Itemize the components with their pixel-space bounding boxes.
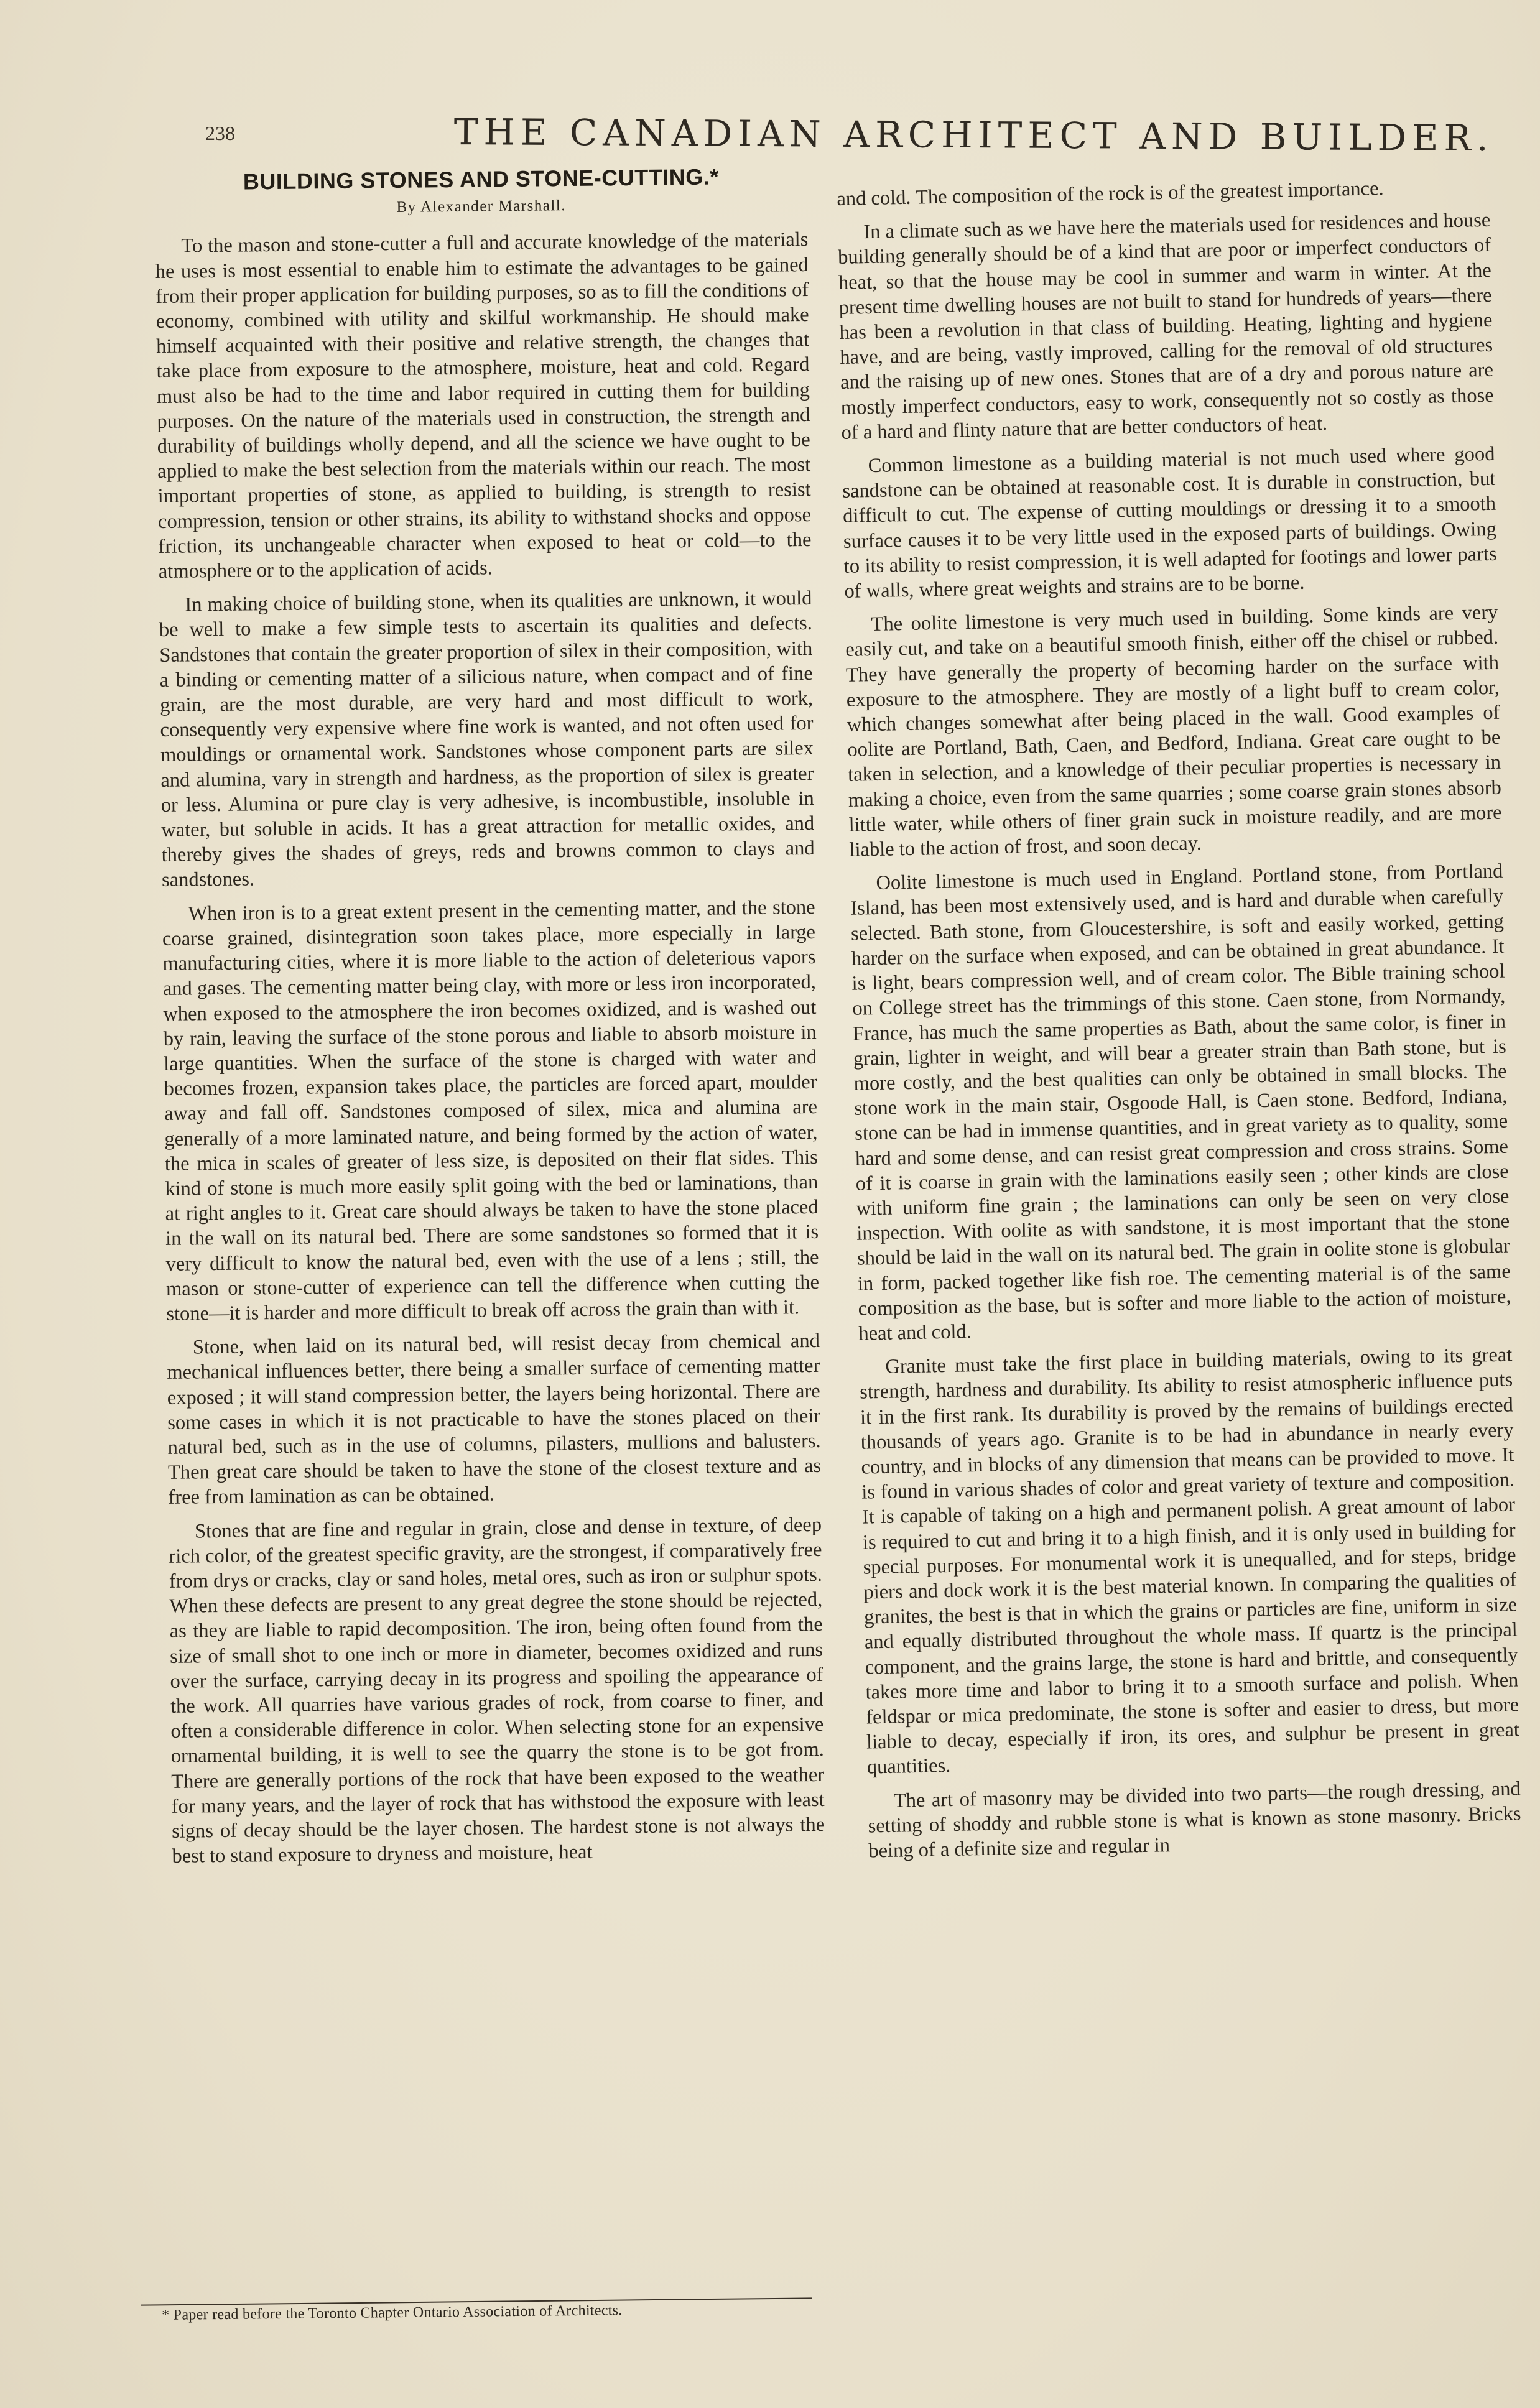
paragraph: Oolite limestone is much used in England. Portland stone, from Portland Island, has been most extensively used, and is hard and durable when carefully selected. Bath stone, from Gloucestershire, is soft and easily worked, getting harder on the surface when exposed, and can be obtained in great abundance. It is light, bears compression well, and of cream color. The Bible training school on College street has the trimmings of this stone. Caen stone, from Normandy, France, has much the same properties as Bath, about the same color, is finer in grain, lighter in weight, and will bear a greater strain than Bath stone, but is more costly, and the best qualities can only be obtained in small blocks. The stone work in the main stair, Osgoode Hall, is Caen stone. Bedford, Indiana, stone can be had in immense quantities, and in great variety as to quality, some hard and some dense, and can resist great compression and cross strains. Some of it is coarse in grain with the laminations easily seen ; other kinds are close with uniform fine grain ; the laminations can only be seen on very close inspection. With oolite as with sandstone, it is most important that the stone should be laid in the wall on its natural bed. The grain in oolite stone is globular in form, packed together like fish roe. The cementing material is of the same composition as the base, but is softer and more liable to the action of moisture, heat and cold. (850, 859, 1511, 1345)
paragraph: The oolite limestone is very much used in building. Some kinds are very easily cut, and take on a beautiful smooth finish, either off the chisel or rubbed. They have generally the property of becoming harder on the surface with exposure to the atmosphere. They are mostly of a light buff to cream color, which changes somewhat after being placed in the wall. Good examples of oolite are Portland, Bath, Caen, and Bedford, Indiana. Great care ought to be taken in selection, and a knowledge of their peculiar properties is necessary in making a choice, even from the same quarries ; some coarse grain stones absorb little water, while others of finer grain suck in moisture readily, and are more liable to the action of frost, and soon decay. (845, 601, 1502, 861)
paragraph: Stone, when laid on its natural bed, will resist decay from chemical and mechanical influences better, there being a smaller surface of cementing matter exposed ; it will stand compression better, the layers being horizontal. There are some cases in which it is not practicable to have the stones placed on their natural bed, such as in the use of columns, pilasters, mullions and balusters. Then great care should be taken to have the stone of the closest texture and as free from lamination as can be obtained. (167, 1330, 822, 1509)
paragraph: Granite must take the first place in building materials, owing to its great strength, hardness and durability. Its ability to resist atmospheric influence puts it in the first rank. Its durability is proved by the remains of buildings erected thousands of years ago. Granite is to be had in abundance in nearly every country, and in blocks of any dimension that means can be provided to move. It is found in various shades of color and great variety of texture and composition. It is capable of taking on a high and permanent polish. A great amount of labor is required to cut and bring it to a high finish, and it is only used in building for special purposes. For monumental work it is unequalled, and for steps, bridge piers and dock work it is the best material known. In comparing the qualities of granites, the best is that in which the grains or particles are fine, uniform in size and equally distributed throughout the whole mass. If quartz is the principal component, and the grains large, the stone is hard and brittle, and consequently takes more time and labor to bring it to a smooth surface and polish. When feldspar or mica predominate, the stone is softer and easier to dress, but more liable to decay, especially if iron, its ores, and sulphur be present in great quantities. (859, 1343, 1520, 1779)
journal-title: THE CANADIAN ARCHITECT AND BUILDER. (453, 111, 1494, 160)
page-number: 238 (205, 122, 235, 144)
article-byline: By Alexander Marshall. (396, 197, 567, 216)
footnote: * Paper read before the Toronto Chapter Ontario Association of Architects. (162, 2302, 623, 2323)
right-column (837, 174, 1522, 1864)
paragraph: Common limestone as a building material is not much used where good sandstone can be obtained at reasonable cost. It is durable in construction, but difficult to cut. The expense of cutting mouldings or dressing it to a smooth surface causes it to be very little used in the exposed parts of buildings. Owing to its ability to resist compression, it is well adapted for footings and lower parts of walls, where great weights and strains are to be borne. (842, 442, 1497, 603)
paragraph: Stones that are fine and regular in grain, close and dense in texture, of deep rich color, of the greatest specific gravity, are the strongest, if comparatively free from drys or cracks, clay or sand holes, metal ores, such as iron or sulphur spots. When these defects are present to any great degree the stone should be rejected, as they are liable to rapid decomposition. The iron, being often found from the size of small shot to one inch or more in diameter, becomes oxidized and runs over the surface, carrying decay in its progress and spoiling the appearance of the work. All quarries have various grades of rock, from coarse to finer, and often a considerable difference in color. When selecting stone for an expensive ornamental building, it is well to see the quarry the stone is to be got from. There are generally portions of the rock that have been exposed to the weather for many years, and the layer of rock that has withstood the exposure with least signs of decay should be the layer chosen. The hardest stone is not always the best to stand exposure to dryness and moisture, heat (169, 1513, 825, 1868)
paragraph: In making choice of building stone, when its qualities are unknown, it would be well to make a few simple tests to ascertain its qualities and defects. Sandstones that contain the greater proportion of silex in their composition, with a binding or cementing matter of a silicious nature, when compact and of fine grain, are the most durable, are very hard and most difficult to work, consequently very expensive where fine work is wanted, and not often used for mouldings or ornamental work. Sandstones whose component parts are silex and alumina, vary in strength and hardness, as the proportion of silex is greater or less. Alumina or pure clay is very adhesive, is incombustible, insoluble in water, but soluble in acids. It has a great attraction for metallic oxides, and thereby gives the shades of greys, reds and browns common to clays and sandstones. (159, 587, 815, 892)
left-column (154, 156, 825, 1869)
paragraph: To the mason and stone-cutter a full and accurate knowledge of the materials he uses is most essential to enable him to estimate the advantages to be gained from their proper application for building purposes, so as to fill the conditions of economy, combined with utility and skilful workmanship. He should make himself acquainted with their positive and relative strength, the changes that take place from exposure to the atmosphere, moisture, heat and cold. Regard must also be had to the time and labor required in cutting them for building purposes. On the nature of the materials used in construction, the strength and durability of buildings wholly depend, and all the science we have ought to be applied to make the best selection from the materials within our reach. The most important properties of stone, as applied to building, is strength to resist compression, tension or other strains, its ability to withstand shocks and oppose friction, its unchangeable character when exposed to heat or cold—to the atmosphere or to the application of acids. (155, 228, 812, 583)
paragraph: and cold. The composition of the rock is of the greatest importance. (837, 177, 1384, 210)
paragraph: When iron is to a great extent present in the cementing matter, and the stone coarse grained, disintegration soon takes place, more especially in large manufacturing cities, where it is more liable to the action of deleterious vapors and gases. The cementing matter being clay, with more or less iron incorporated, when exposed to the atmosphere the iron becomes oxidized, and is washed out by rain, leaving the surface of the stone porous and liable to absorb moisture in large quantities. When the surface of the stone is charged with water and becomes frozen, expansion takes place, the particles are forced apart, moulder away and fall off. Sandstones composed of silex, mica and alumina are generally of a more laminated nature, and being formed by the action of water, the mica in scales of greater of less size, is deposited on their flat sides. This kind of stone is much more easily split going with the bed or laminations, than at right angles to it. Great care should always be taken to have the stone placed in the wall on its natural bed. There are some sandstones so formed that it is very difficult to know the natural bed, even with the use of a lens ; still, the mason or stone-cutter of experience can tell the difference when cutting the stone—it is harder and more difficult to break off across the grain than with it. (162, 896, 820, 1325)
paragraph: In a climate such as we have here the materials used for residences and house building generally should be of a kind that are poor or imperfect conductors of heat, so that the house may be cool in summer and warm in winter. At the present time dwelling houses are not built to stand for hundreds of years—there has been a revolution in that class of building. Heating, lighting and hygiene have, and are being, vastly improved, calling for the removal of old structures and the raising up of new ones. Stones that are of a dry and porous nature are mostly imperfect conductors, easy to work, consequently not so costly as those of a hard and flinty nature that are better conductors of heat. (837, 209, 1494, 444)
article-title: BUILDING STONES AND STONE-CUTTING.* (243, 164, 719, 195)
paragraph: The art of masonry may be divided into two parts—the rough dressing, and setting of shoddy and rubble stone is what is known as stone masonry. Bricks being of a definite size and regular in (868, 1777, 1521, 1863)
